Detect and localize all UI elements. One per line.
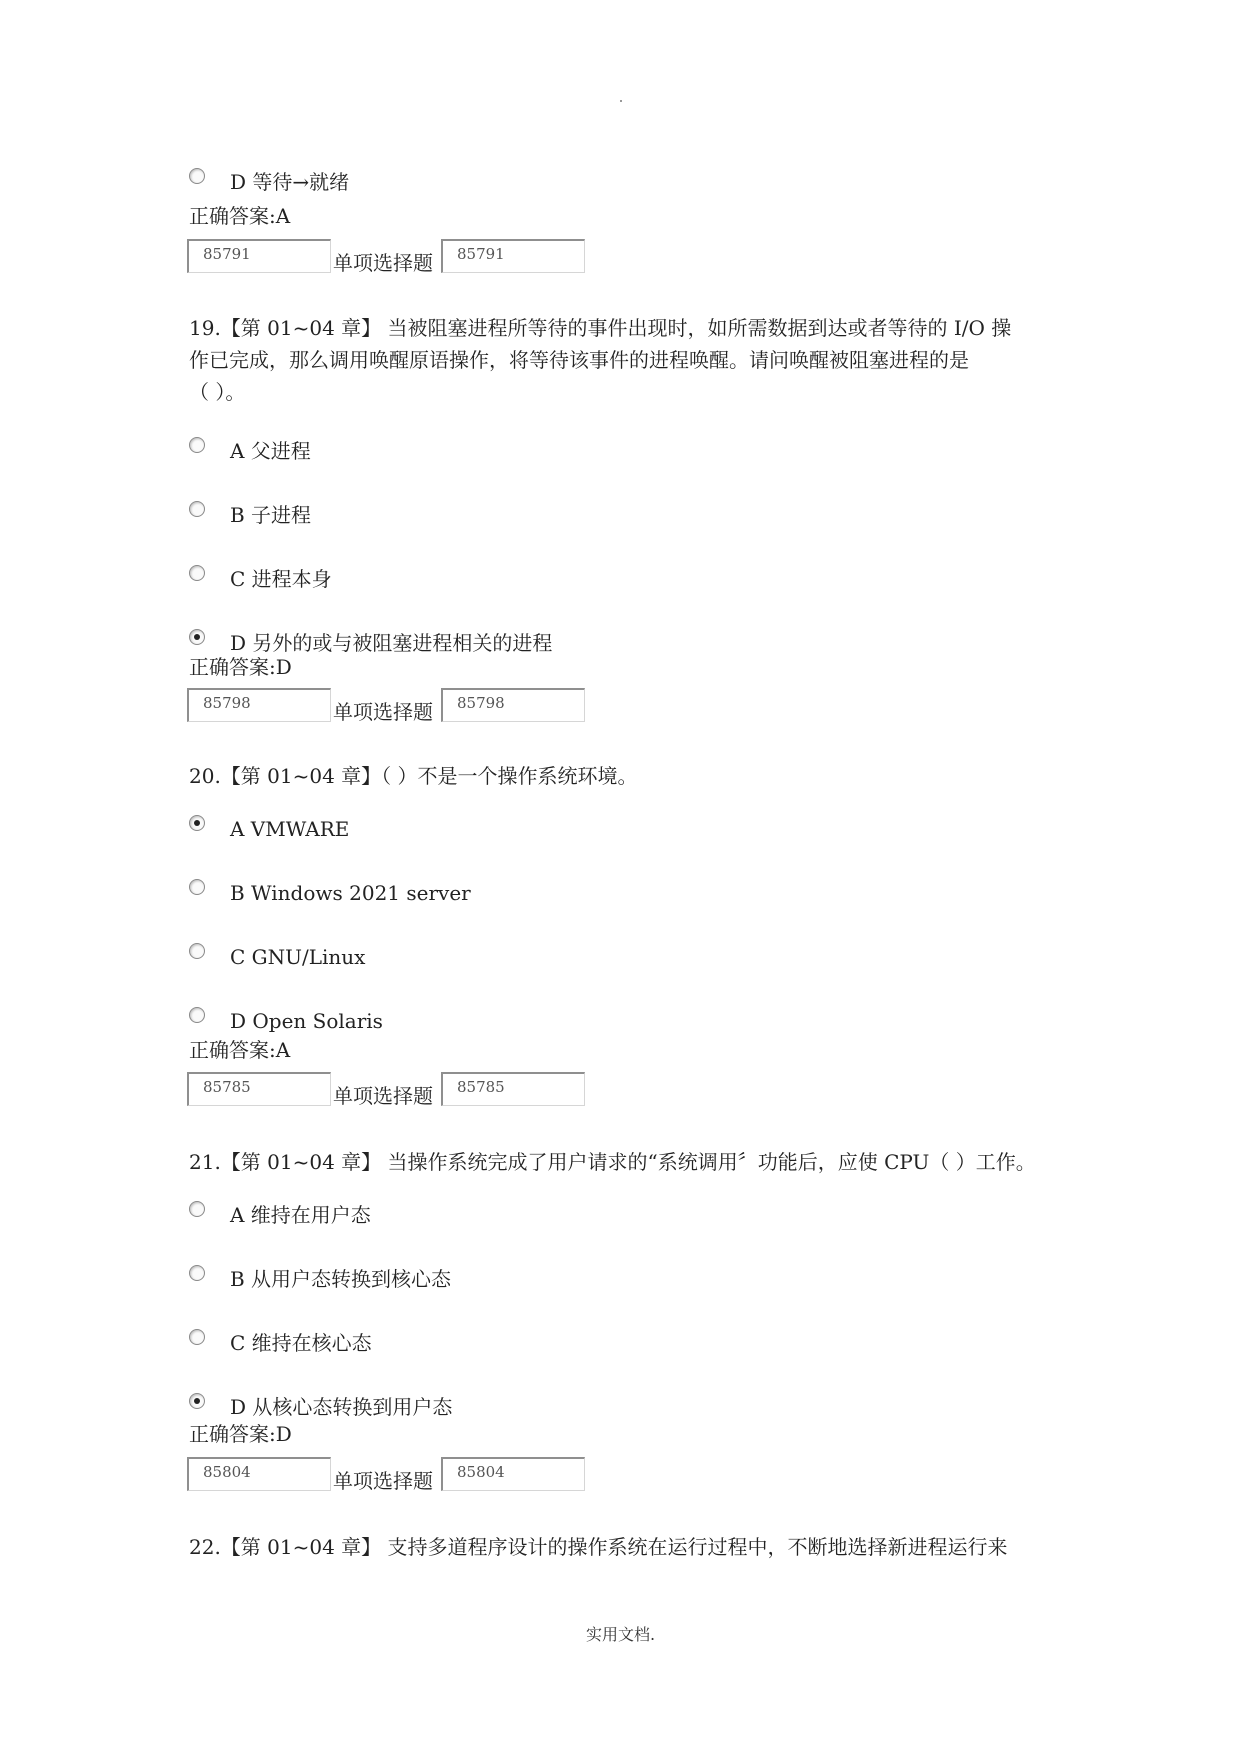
option-radio[interactable] [189,1329,205,1345]
correct-answer: 正确答案:A [189,204,291,228]
correct-answer: 正确答案:A [189,1038,291,1062]
option-radio[interactable] [189,437,205,453]
option-label: D 另外的或与被阻塞进程相关的进程 [230,631,553,655]
option-label: B 子进程 [230,503,312,527]
question-text-line: 20.【第 01~04 章】（ ）不是一个操作系统环境。 [189,764,638,788]
header-dot [620,100,622,102]
question-id-field[interactable]: 85798 [187,688,331,722]
option-label: D 等待→就绪 [230,170,350,194]
option-radio[interactable] [189,1393,205,1409]
question-id-field[interactable]: 85804 [187,1457,331,1491]
option-label: D 从核心态转换到用户态 [230,1395,453,1419]
question-id-field-secondary[interactable]: 85791 [441,239,585,273]
question-id-field-secondary[interactable]: 85785 [441,1072,585,1106]
question-text-line: （ ）。 [189,380,246,404]
option-radio[interactable] [189,1265,205,1281]
question-text-line: 作已完成，那么调用唤醒原语操作，将等待该事件的进程唤醒。请问唤醒被阻塞进程的是 [189,348,969,372]
option-label: D Open Solaris [230,1009,383,1033]
page-footer: 实用文档. [585,1625,656,1644]
option-label: A VMWARE [230,817,350,841]
option-label: C 进程本身 [230,567,332,591]
question-text-line: 22.【第 01~04 章】 支持多道程序设计的操作系统在运行过程中，不断地选择新进程运行来 [189,1535,1008,1559]
option-radio[interactable] [189,1201,205,1217]
option-label: C GNU/Linux [230,945,366,969]
option-radio[interactable] [189,879,205,895]
question-text-line: 21.【第 01~04 章】 当操作系统完成了用户请求的“系统调用〞功能后，应使 CPU（ ）工作。 [189,1150,1036,1174]
question-type-label: 单项选择题 [333,1469,433,1493]
option-radio[interactable] [189,1007,205,1023]
correct-answer: 正确答案:D [189,655,292,679]
question-id-field-secondary[interactable]: 85798 [441,688,585,722]
question-type-label: 单项选择题 [333,251,433,275]
option-label: B Windows 2021 server [230,881,471,905]
question-type-label: 单项选择题 [333,700,433,724]
option-radio[interactable] [189,168,205,184]
option-radio[interactable] [189,943,205,959]
option-label: A 父进程 [230,439,311,463]
option-radio[interactable] [189,501,205,517]
option-label: B 从用户态转换到核心态 [230,1267,452,1291]
option-radio[interactable] [189,629,205,645]
question-id-field-secondary[interactable]: 85804 [441,1457,585,1491]
question-id-field[interactable]: 85785 [187,1072,331,1106]
option-radio[interactable] [189,815,205,831]
option-label: C 维持在核心态 [230,1331,372,1355]
option-label: A 维持在用户态 [230,1203,371,1227]
option-radio[interactable] [189,565,205,581]
question-type-label: 单项选择题 [333,1084,433,1108]
correct-answer: 正确答案:D [189,1422,292,1446]
question-id-field[interactable]: 85791 [187,239,331,273]
question-text-line: 19.【第 01~04 章】 当被阻塞进程所等待的事件出现时，如所需数据到达或者等待的 I/O 操 [189,316,1012,340]
